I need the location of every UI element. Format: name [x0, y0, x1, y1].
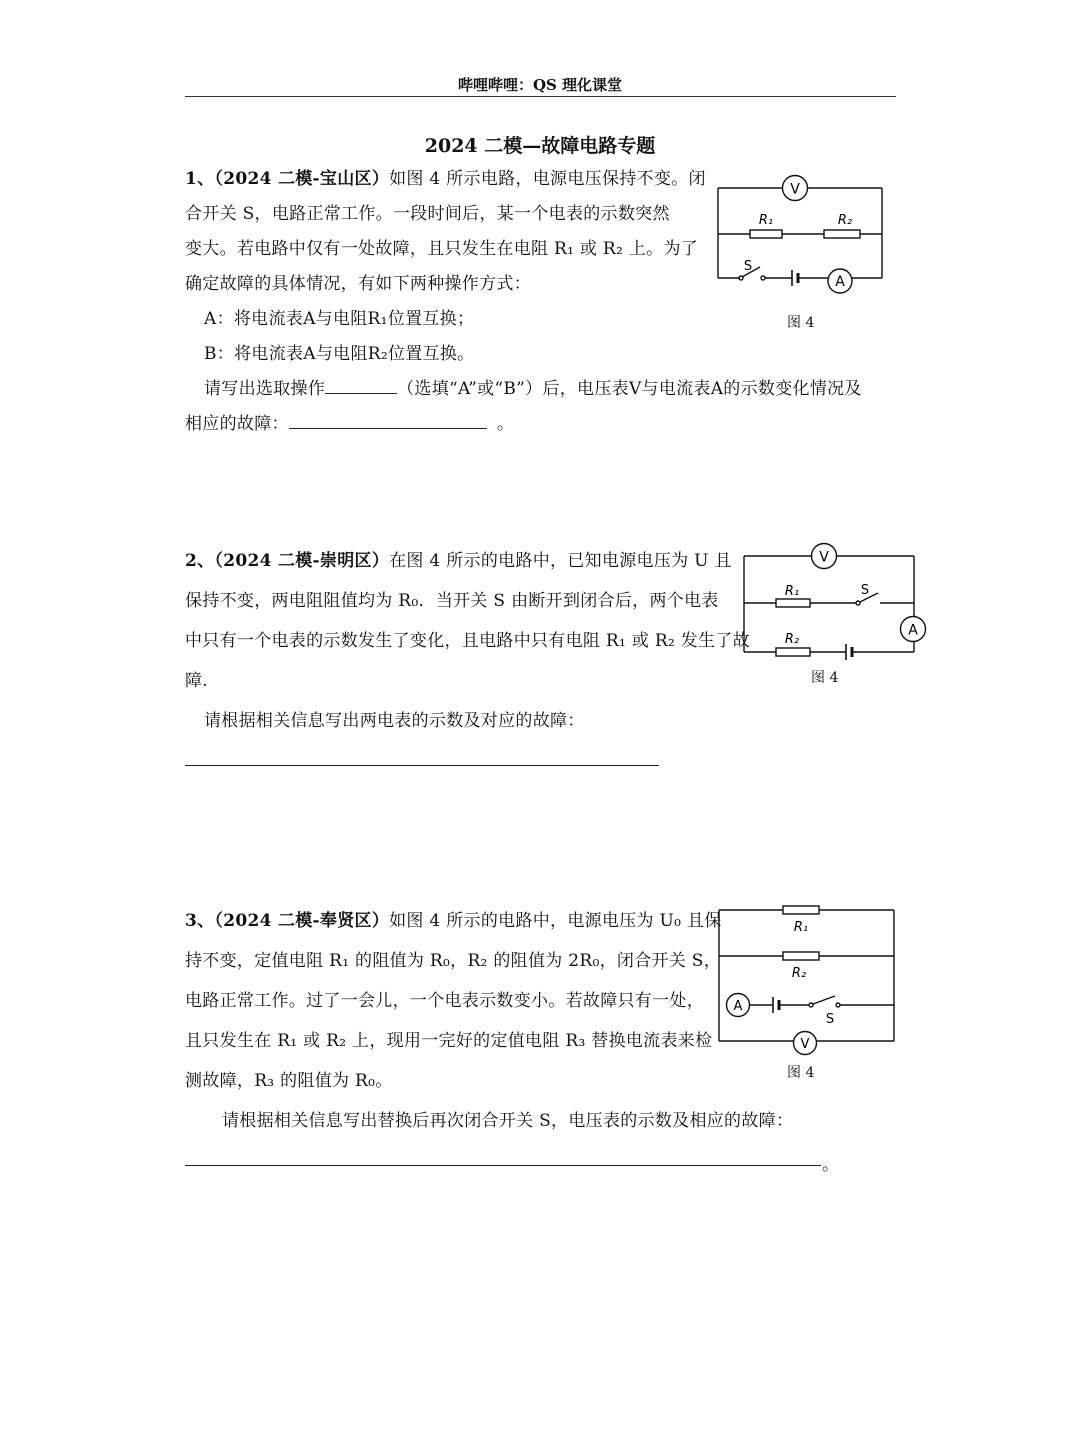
q1-answer-line: 相应的故障： 。	[185, 414, 515, 434]
q2-answer-line[interactable]	[185, 765, 659, 766]
q1-line-1: 1、（2024 二模-宝山区）如图 4 所示电路，电源电压保持不变。闭	[185, 169, 706, 189]
q1-option-b: B：将电流表A与电阻R₂位置互换。	[204, 344, 475, 364]
q1-option-a: A：将电流表A与电阻R₁位置互换；	[204, 309, 475, 329]
q3-line-3: 电路正常工作。过了一会儿，一个电表示数变小。若故障只有一处，	[185, 991, 704, 1011]
q3-switch-label: S	[825, 1012, 835, 1027]
q2-switch-label: S	[860, 583, 870, 598]
q1-r2-label: R₂	[837, 213, 853, 228]
q3-line-4: 且只发生在 R₁ 或 R₂ 上，现用一完好的定值电阻 R₃ 替换电流表来检	[185, 1031, 713, 1051]
q1-switch-label: S	[743, 259, 753, 274]
q3-prompt: 请根据相关信息写出替换后再次闭合开关 S，电压表的示数及相应的故障：	[222, 1111, 794, 1131]
q3-answer-end: 。	[822, 1155, 840, 1175]
q1-prompt: 请写出选取操作 （选填“A”或“B”）后，电压表V与电流表A的示数变化情况及	[204, 379, 862, 399]
q2-ammeter-icon: A	[908, 622, 918, 639]
q1-line-3: 变大。若电路中仅有一处故障，且只发生在电阻 R₁ 或 R₂ 上。为了	[185, 239, 699, 259]
q2-figure-caption: 图 4	[811, 670, 839, 686]
q2-line-1: 2、（2024 二模-崇明区）在图 4 所示的电路中，已知电源电压为 U 且	[185, 551, 732, 571]
q2-r2-label: R₂	[784, 632, 800, 647]
q3-line-2: 持不变，定值电阻 R₁ 的阻值为 R₀，R₂ 的阻值为 2R₀，闭合开关 S，	[185, 951, 722, 971]
q1-answer-blank[interactable]	[289, 412, 487, 429]
q2-line-4: 障.	[185, 671, 209, 691]
q3-r1-label: R₁	[793, 920, 809, 935]
q3-ammeter-icon: A	[733, 999, 743, 1014]
q1-voltmeter-icon: V	[790, 181, 800, 198]
q3-r2-label: R₂	[791, 966, 807, 981]
header-rule	[185, 96, 896, 97]
page-header: 哔哩哔哩：QS 理化课堂	[457, 76, 623, 94]
q2-circuit-diagram	[738, 540, 933, 670]
q3-circuit-diagram	[715, 900, 900, 1060]
q1-circuit-diagram	[710, 170, 895, 335]
q2-voltmeter-icon: V	[819, 549, 829, 566]
q1-line-4: 确定故障的具体情况，有如下两种操作方式：	[185, 274, 531, 294]
q3-line-5: 测故障，R₃ 的阻值为 R₀。	[185, 1071, 393, 1091]
q1-line-2: 合开关 S，电路正常工作。一段时间后，某一个电表的示数突然	[185, 204, 670, 224]
q2-line-2: 保持不变，两电阻阻值均为 R₀．当开关 S 由断开到闭合后，两个电表	[185, 591, 719, 611]
q3-voltmeter-icon: V	[800, 1037, 810, 1052]
q3-figure-caption: 图 4	[787, 1065, 815, 1081]
q1-label: 1、（2024 二模-宝山区）	[185, 169, 390, 189]
page-title: 2024 二模—故障电路专题	[424, 135, 656, 157]
q1-choice-blank[interactable]	[325, 377, 397, 394]
q1-figure-caption: 图 4	[787, 315, 815, 331]
q2-prompt: 请根据相关信息写出两电表的示数及对应的故障：	[204, 711, 585, 731]
q2-line-3: 中只有一个电表的示数发生了变化，且电路中只有电阻 R₁ 或 R₂ 发生了故	[185, 631, 750, 651]
q3-line-1: 3、（2024 二模-奉贤区）如图 4 所示的电路中，电源电压为 U₀ 且保	[185, 911, 722, 931]
q1-ammeter-icon: A	[835, 274, 845, 290]
q3-answer-line[interactable]	[185, 1165, 821, 1166]
q3-label: 3、（2024 二模-奉贤区）	[185, 911, 390, 931]
q2-r1-label: R₁	[784, 584, 800, 599]
q2-label: 2、（2024 二模-崇明区）	[185, 551, 390, 571]
q1-r1-label: R₁	[758, 213, 774, 228]
